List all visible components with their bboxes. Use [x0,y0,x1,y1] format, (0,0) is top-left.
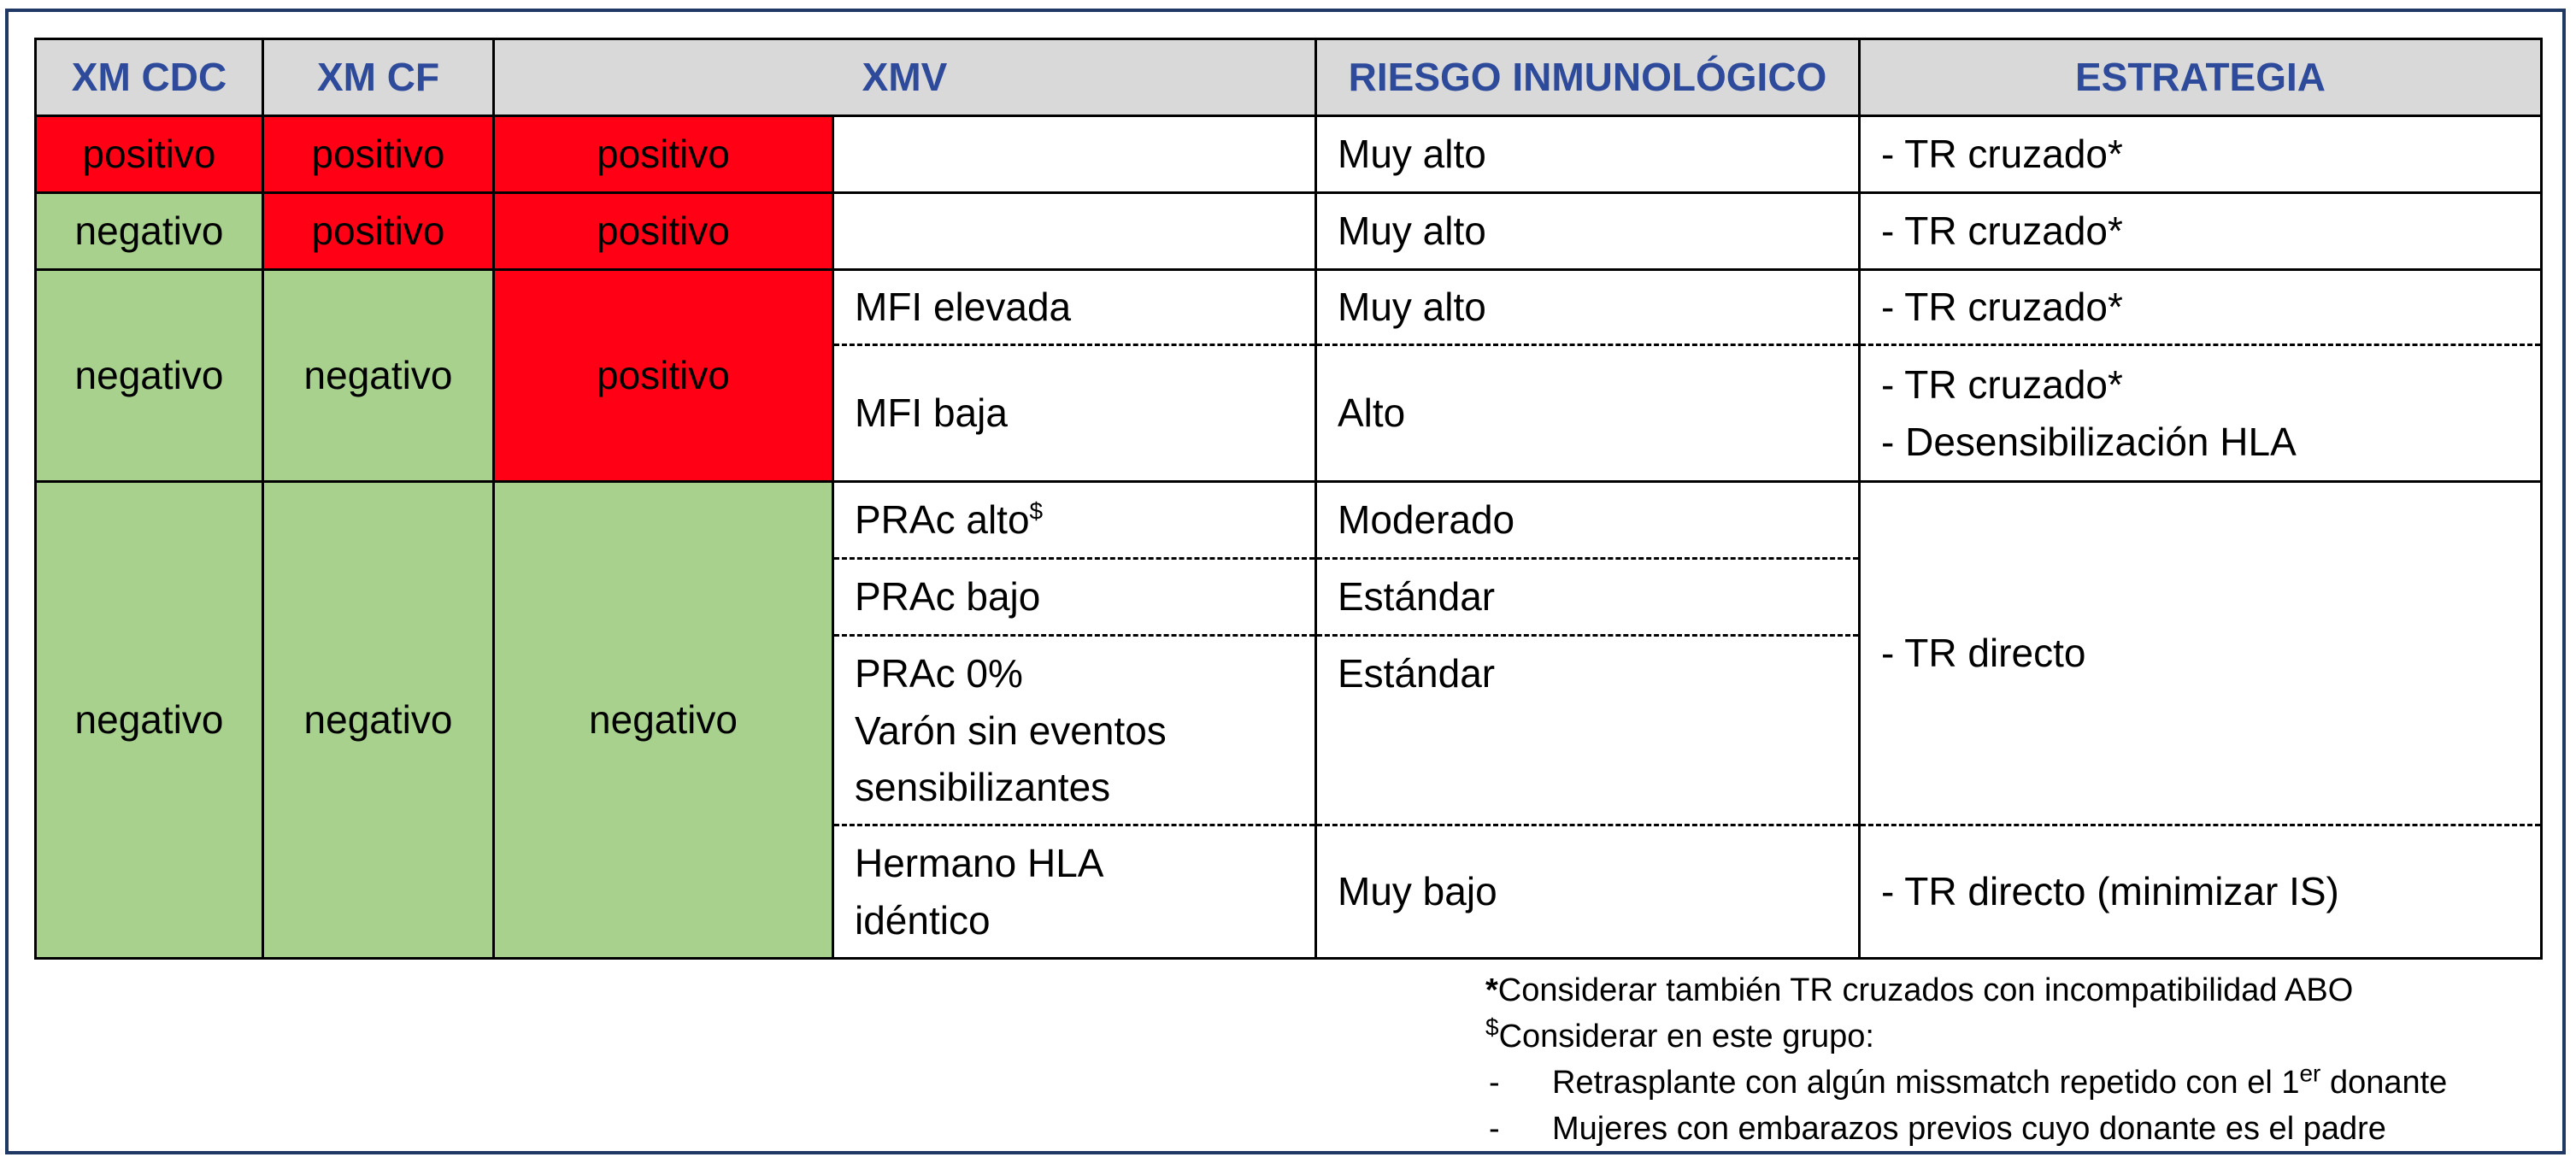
bullet-dash: - [1489,1065,1500,1101]
header-estrategia: ESTRATEGIA [1860,39,2542,116]
estrategia-cell: - TR directo (minimizar IS) [1860,825,2542,959]
xm-cdc-cell: negativo [36,270,263,482]
xmv-cell: negativo [494,482,833,959]
estrategia-cell [1860,345,2542,482]
xmv-cell: positivo [494,270,833,482]
footnote-text: Considerar en este grupo: [1498,1019,1874,1054]
detail-line: sensibilizantes [855,765,1111,810]
bullet-text-main: Retrasplante con algún missmatch repetido con el 1 [1552,1065,2300,1101]
footnote-asterisk [1485,967,2447,1013]
xm-cf-cell: negativo [263,270,494,482]
footnote-dollar [1485,1013,2447,1060]
estrategia-cell: - TR directo [1860,482,2542,825]
xmv-detail-cell [833,482,1316,559]
detail-line: PRAc 0% [855,651,1023,696]
header-xm-cf: XM CF [263,39,494,116]
riesgo-cell: Muy alto [1316,193,1860,270]
asterisk-mark: * [1485,972,1498,1008]
xm-cf-cell: negativo [263,482,494,959]
xm-cdc-cell: negativo [36,482,263,959]
riesgo-cell: Muy bajo [1316,825,1860,959]
risk-table [34,38,2543,960]
xmv-detail-cell [833,193,1316,270]
xmv-detail-cell: MFI elevada [833,270,1316,345]
xm-cf-cell: positivo [263,193,494,270]
xmv-detail-cell: PRAc bajo [833,559,1316,636]
xm-cf-cell: positivo [263,116,494,193]
detail-line: Hermano HLA [855,840,1104,885]
header-riesgo: RIESGO INMUNOLÓGICO [1316,39,1860,116]
footnotes [1485,967,2447,1152]
riesgo-cell: Estándar [1316,559,1860,636]
xmv-detail-cell [833,825,1316,959]
footnote-text: Considerar también TR cruzados con incompatibilidad ABO [1497,972,2354,1008]
riesgo-cell: Muy alto [1316,116,1860,193]
footnote-bullet [1485,1060,2447,1106]
bullet-text: Mujeres con embarazos previos cuyo donante es el padre [1552,1111,2386,1147]
estrategia-line: - Desensibilización HLA [1881,419,2297,464]
riesgo-cell: Muy alto [1316,270,1860,345]
estrategia-cell: - TR cruzado* [1860,270,2542,345]
table-row [36,270,2542,345]
riesgo-cell: Alto [1316,345,1860,482]
detail-line: Varón sin eventos [855,708,1167,753]
table-row [36,116,2542,193]
xmv-cell: positivo [494,193,833,270]
footnote-bullet [1485,1106,2447,1152]
table-row [36,193,2542,270]
header-row [36,39,2542,116]
header-xm-cdc: XM CDC [36,39,263,116]
xmv-detail-cell: MFI baja [833,345,1316,482]
riesgo-cell: Moderado [1316,482,1860,559]
estrategia-cell: - TR cruzado* [1860,116,2542,193]
bullet-dash: - [1489,1111,1500,1147]
xm-cdc-cell: positivo [36,116,263,193]
dollar-mark: $ [1485,1013,1499,1041]
xmv-cell: positivo [494,116,833,193]
bullet-text [1552,1060,2447,1106]
estrategia-line: - TR cruzado* [1881,361,2123,407]
xmv-detail-cell [833,116,1316,193]
detail-line: idéntico [855,897,991,943]
ordinal-sup: er [2299,1060,2321,1087]
table-frame [5,9,2566,1154]
xmv-detail-cell [833,636,1316,825]
riesgo-cell: Estándar [1316,636,1860,825]
table-row [36,482,2542,559]
header-xmv: XMV [494,39,1316,116]
bullet-text-tail: donante [2320,1065,2448,1101]
detail-text: PRAc alto [855,497,1030,543]
dollar-footnote-mark: $ [1029,497,1044,525]
estrategia-cell: - TR cruzado* [1860,193,2542,270]
xm-cdc-cell: negativo [36,193,263,270]
